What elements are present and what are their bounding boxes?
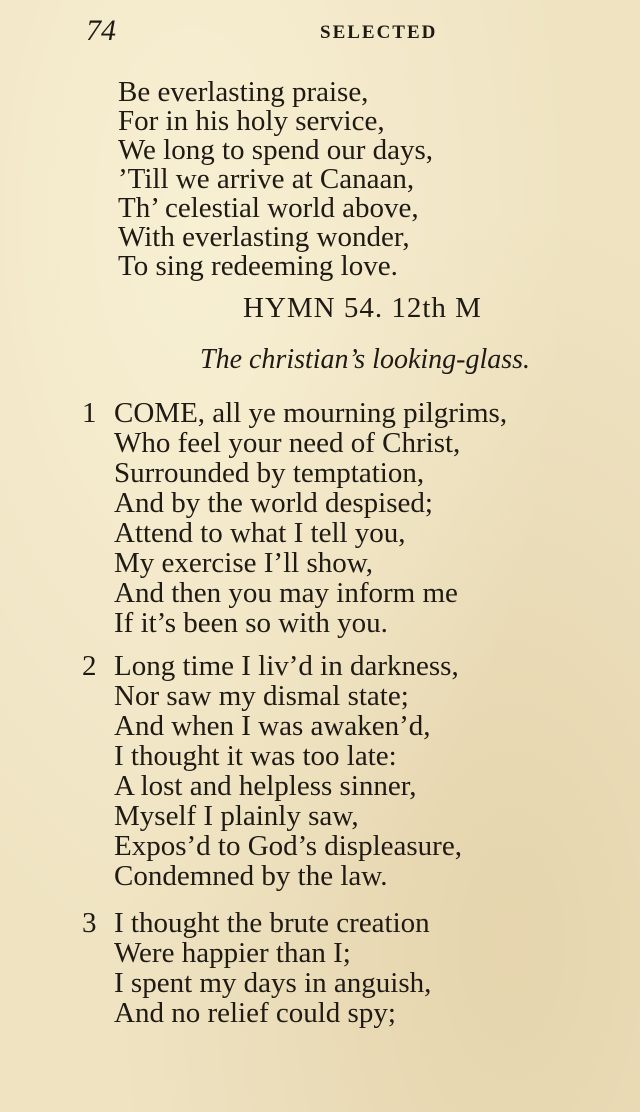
verse-line: If it’s been so with you. (114, 607, 388, 639)
verse-line: And then you may inform me (114, 577, 458, 609)
verse-line: Were happier than I; (114, 937, 351, 969)
intro-line: Be everlasting praise, (118, 76, 369, 108)
verse-line: Who feel your need of Christ, (114, 427, 461, 459)
verse-line: Myself I plainly saw, (114, 800, 359, 832)
verse-number: 3 (82, 907, 97, 939)
verse-line: Attend to what I tell you, (114, 517, 406, 549)
hymn-title: HYMN 54. 12th M (243, 292, 482, 324)
intro-line: For in his holy service, (118, 105, 385, 137)
page-number: 74 (86, 14, 116, 47)
verse-line: Condemned by the law. (114, 860, 388, 892)
hymn-subtitle: The christian’s looking-glass. (200, 344, 531, 375)
intro-line: We long to spend our days, (118, 134, 434, 166)
verse-line: And by the world despised; (114, 487, 433, 519)
verse-number: 2 (82, 650, 97, 682)
verse-line: And when I was awaken’d, (114, 710, 431, 742)
verse-line: Long time I liv’d in darkness, (114, 650, 459, 682)
intro-line: To sing redeeming love. (118, 250, 398, 282)
verse-line: COME, all ye mourning pilgrims, (114, 397, 508, 429)
verse-number: 1 (82, 397, 97, 429)
verse-line: Nor saw my dismal state; (114, 680, 409, 712)
verse-line: A lost and helpless sinner, (114, 770, 417, 802)
verse-line: I thought it was too late: (114, 740, 397, 772)
verse-line: I spent my days in anguish, (114, 967, 432, 999)
verse-line: I thought the brute creation (114, 907, 430, 939)
verse-line: Surrounded by temptation, (114, 457, 425, 489)
intro-line: ’Till we arrive at Canaan, (118, 163, 415, 195)
running-title: SELECTED (320, 22, 438, 43)
verse-line: And no relief could spy; (114, 997, 396, 1029)
intro-line: With everlasting wonder, (118, 221, 410, 253)
verse-line: My exercise I’ll show, (114, 547, 374, 579)
verse-line: Expos’d to God’s displeasure, (114, 830, 462, 862)
intro-line: Th’ celestial world above, (118, 192, 419, 224)
